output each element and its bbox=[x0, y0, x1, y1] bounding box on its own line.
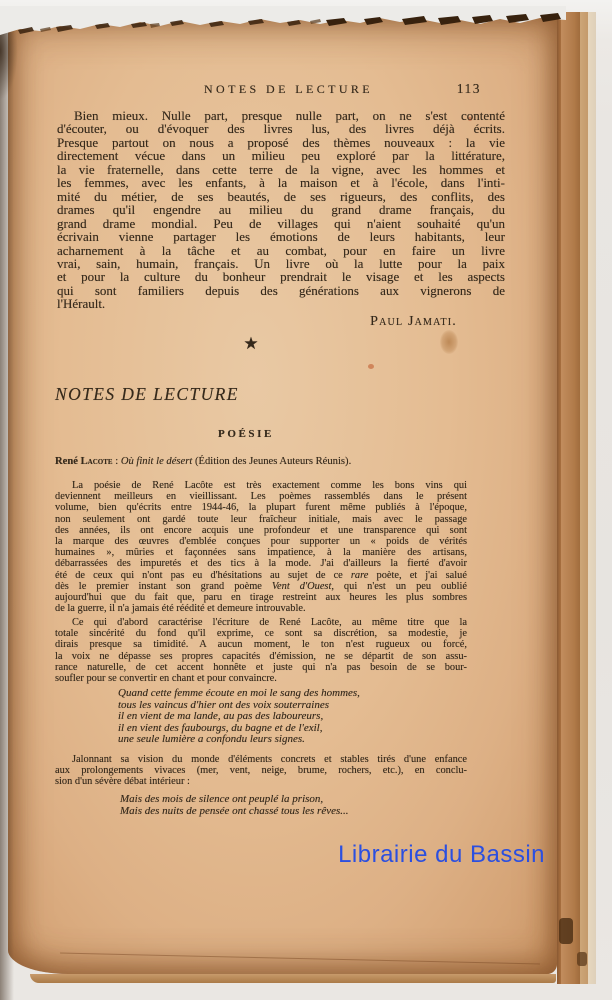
text-line: humaines », mûries et façonnées sans impatience, à la manière des artisans, bbox=[55, 547, 467, 559]
entry-author-first: René bbox=[55, 456, 81, 467]
text-line: dès le premier instant son grand poème Vent d'Ouest, qui n'est un peu oublié bbox=[55, 580, 468, 592]
book-page bbox=[8, 18, 557, 974]
page-stain bbox=[368, 364, 374, 369]
section-subtitle: POÉSIE bbox=[218, 428, 274, 440]
text-line: dirais presque sa timidité. A aucun moment, le ton n'est rugueux ou forcé, bbox=[55, 639, 467, 651]
corner-curl bbox=[0, 30, 18, 100]
text-line: de la guerre, il n'a jamais été réédité et demeure introuvable. bbox=[55, 603, 306, 615]
entry-author-last: Lacote bbox=[80, 456, 113, 467]
text-line: Jalonnant sa vision du monde d'éléments concrets et stables tirés d'une enfance bbox=[72, 754, 467, 765]
edge-stain bbox=[559, 918, 573, 944]
text-line: la vie fraternelle, dans cette terre de la vigne, avec les hommes et bbox=[57, 161, 505, 177]
text-line: qui sont familiers depuis des générations aux vignerons de bbox=[57, 282, 505, 298]
text-line: tous les vaincus d'hier ont des voix souterraines bbox=[118, 698, 330, 711]
text-line: écrivain vienne partager les émotions de leurs habitants, leur bbox=[57, 229, 505, 245]
text-line: une seule lumière a confondu leurs signes. bbox=[118, 733, 305, 745]
text-line: volume, bien qu'écrits entre 1944-46, la plupart furent même publiés à l'époque, bbox=[55, 502, 467, 514]
text-line: acharnement à la tâche et au combat, pour en faire un livre bbox=[57, 242, 505, 258]
text-line: des années, ils ont encore acquis une profondeur et une transparence qui sont bbox=[55, 524, 467, 536]
poem-quote-1 bbox=[118, 688, 448, 746]
text-line: et pour la culture du bonheur prendrait le visage et les aspects bbox=[57, 269, 505, 285]
text-line: il en vient des faubourgs, du bagne et de l'exil, bbox=[118, 721, 323, 734]
page-block-edge-light bbox=[580, 12, 588, 984]
text-line: Ce qui d'abord caractérise l'écriture de René Lacôte, au même titre que la bbox=[72, 617, 467, 628]
text-line: deviennent meilleurs en vieillissant. Les poèmes rassemblés dans le présent bbox=[55, 491, 467, 503]
text-line: La poésie de René Lacôte est très exactement comme les bons vins qui bbox=[72, 480, 467, 491]
poem-quote-2 bbox=[120, 794, 450, 817]
review-paragraph-2 bbox=[55, 617, 467, 684]
text-line: aux prolongements vivaces (mer, vent, neige, brume, rochers, etc.), en conclu- bbox=[55, 765, 467, 777]
review-entry-heading bbox=[55, 456, 515, 467]
review-paragraph-1 bbox=[55, 480, 467, 614]
text-line: grand drame mondial. Peu de villages qui n'aient souhaité qu'un bbox=[57, 215, 505, 231]
intro-paragraph bbox=[57, 109, 505, 311]
page-block-edge bbox=[561, 12, 580, 984]
page-stain bbox=[440, 330, 458, 354]
text-line: d'écouter, ou d'évoquer des livres lus, des livres déjà écrits. bbox=[57, 121, 505, 137]
author-signature: Paul Jamati. bbox=[370, 314, 457, 329]
star-icon: ★ bbox=[243, 334, 259, 353]
book-fore-edge bbox=[557, 12, 597, 984]
text-line: Mais des nuits de pensée ont chassé tous les rêves... bbox=[120, 804, 349, 817]
text-line: l'Hérault. bbox=[57, 296, 106, 312]
text-line: aujourd'hui que du fait que, paru en tirage restreint aux heures les plus sombres bbox=[55, 592, 467, 604]
text-line: la marque des œuvres d'emblée conçues pour supporter un « poids de vérités bbox=[55, 536, 467, 548]
text-line: été de ceux qui n'ont pas eu d'hésitations au sujet de ce rare poète, et j'ai salué bbox=[55, 569, 467, 581]
page-bottom-edge bbox=[30, 974, 556, 983]
gutter-shadow bbox=[0, 26, 14, 1000]
entry-separator: : bbox=[112, 456, 121, 467]
text-line: mité du métier, de ses beautés, de ses rigueurs, des conflits, des bbox=[57, 188, 505, 204]
text-line: les femmes, avec les enfants, à la maison et à l'école, dans l'inti- bbox=[57, 175, 505, 191]
running-title: NOTES DE LECTURE bbox=[203, 82, 374, 96]
text-line: débarrassées des impuretés et des tics à la mode. J'ai d'ailleurs la fierté d'avoir bbox=[55, 558, 467, 570]
text-line: directement vécue dans un milieu peu exploré par la littérature, bbox=[57, 148, 505, 164]
entry-work-title: Où finit le désert bbox=[120, 456, 193, 467]
text-line: totale sincérité du fond qu'il exprime, ce sont sa discrétion, sa modestie, je bbox=[55, 628, 467, 640]
text-line: soufler pour se convertir en chant et pour convaincre. bbox=[55, 673, 277, 685]
text-line: Quand cette femme écoute en moi le sang des hommes, bbox=[118, 687, 360, 699]
review-paragraph-3 bbox=[55, 754, 467, 788]
page-number: 113 bbox=[456, 81, 481, 96]
running-head bbox=[8, 82, 557, 98]
section-title: NOTES DE LECTURE bbox=[55, 384, 239, 404]
text-line: la voix ne dépasse ses propres capacités d'émission, ne se départit de son assu- bbox=[55, 650, 467, 662]
cover-edge bbox=[588, 12, 596, 984]
text-line: Mais des mois de silence ont peuplé la prison, bbox=[120, 793, 324, 805]
text-line: drames qu'il engendre au milieu du grand drame français, du bbox=[57, 202, 505, 218]
text-line: il en vient de ma lande, au pas des laboureurs, bbox=[118, 710, 324, 722]
text-line: Presque partout on nous a proposé des thèmes nouveaux : la vie bbox=[57, 134, 505, 150]
entry-publisher: (Édition des Jeunes Auteurs Réunis). bbox=[192, 456, 352, 467]
deckle-edge bbox=[0, 6, 566, 38]
text-line: vrai, sain, humain, français. Un livre où la lutte pour la paix bbox=[57, 255, 505, 271]
edge-stain bbox=[577, 952, 587, 966]
text-line: Bien mieux. Nulle part, presque nulle part, on ne s'est contenté bbox=[74, 108, 505, 123]
text-line: sion d'un sévère débat intérieur : bbox=[55, 776, 190, 788]
text-line: rance naturelle, de cet accent honnête et juste qui n'a pas besoin de se bour- bbox=[55, 661, 467, 673]
watermark: Librairie du Bassin bbox=[338, 841, 545, 868]
text-line: non seulement ont gardé toute leur fraîcheur initiale, mais avec le passage bbox=[55, 513, 467, 525]
